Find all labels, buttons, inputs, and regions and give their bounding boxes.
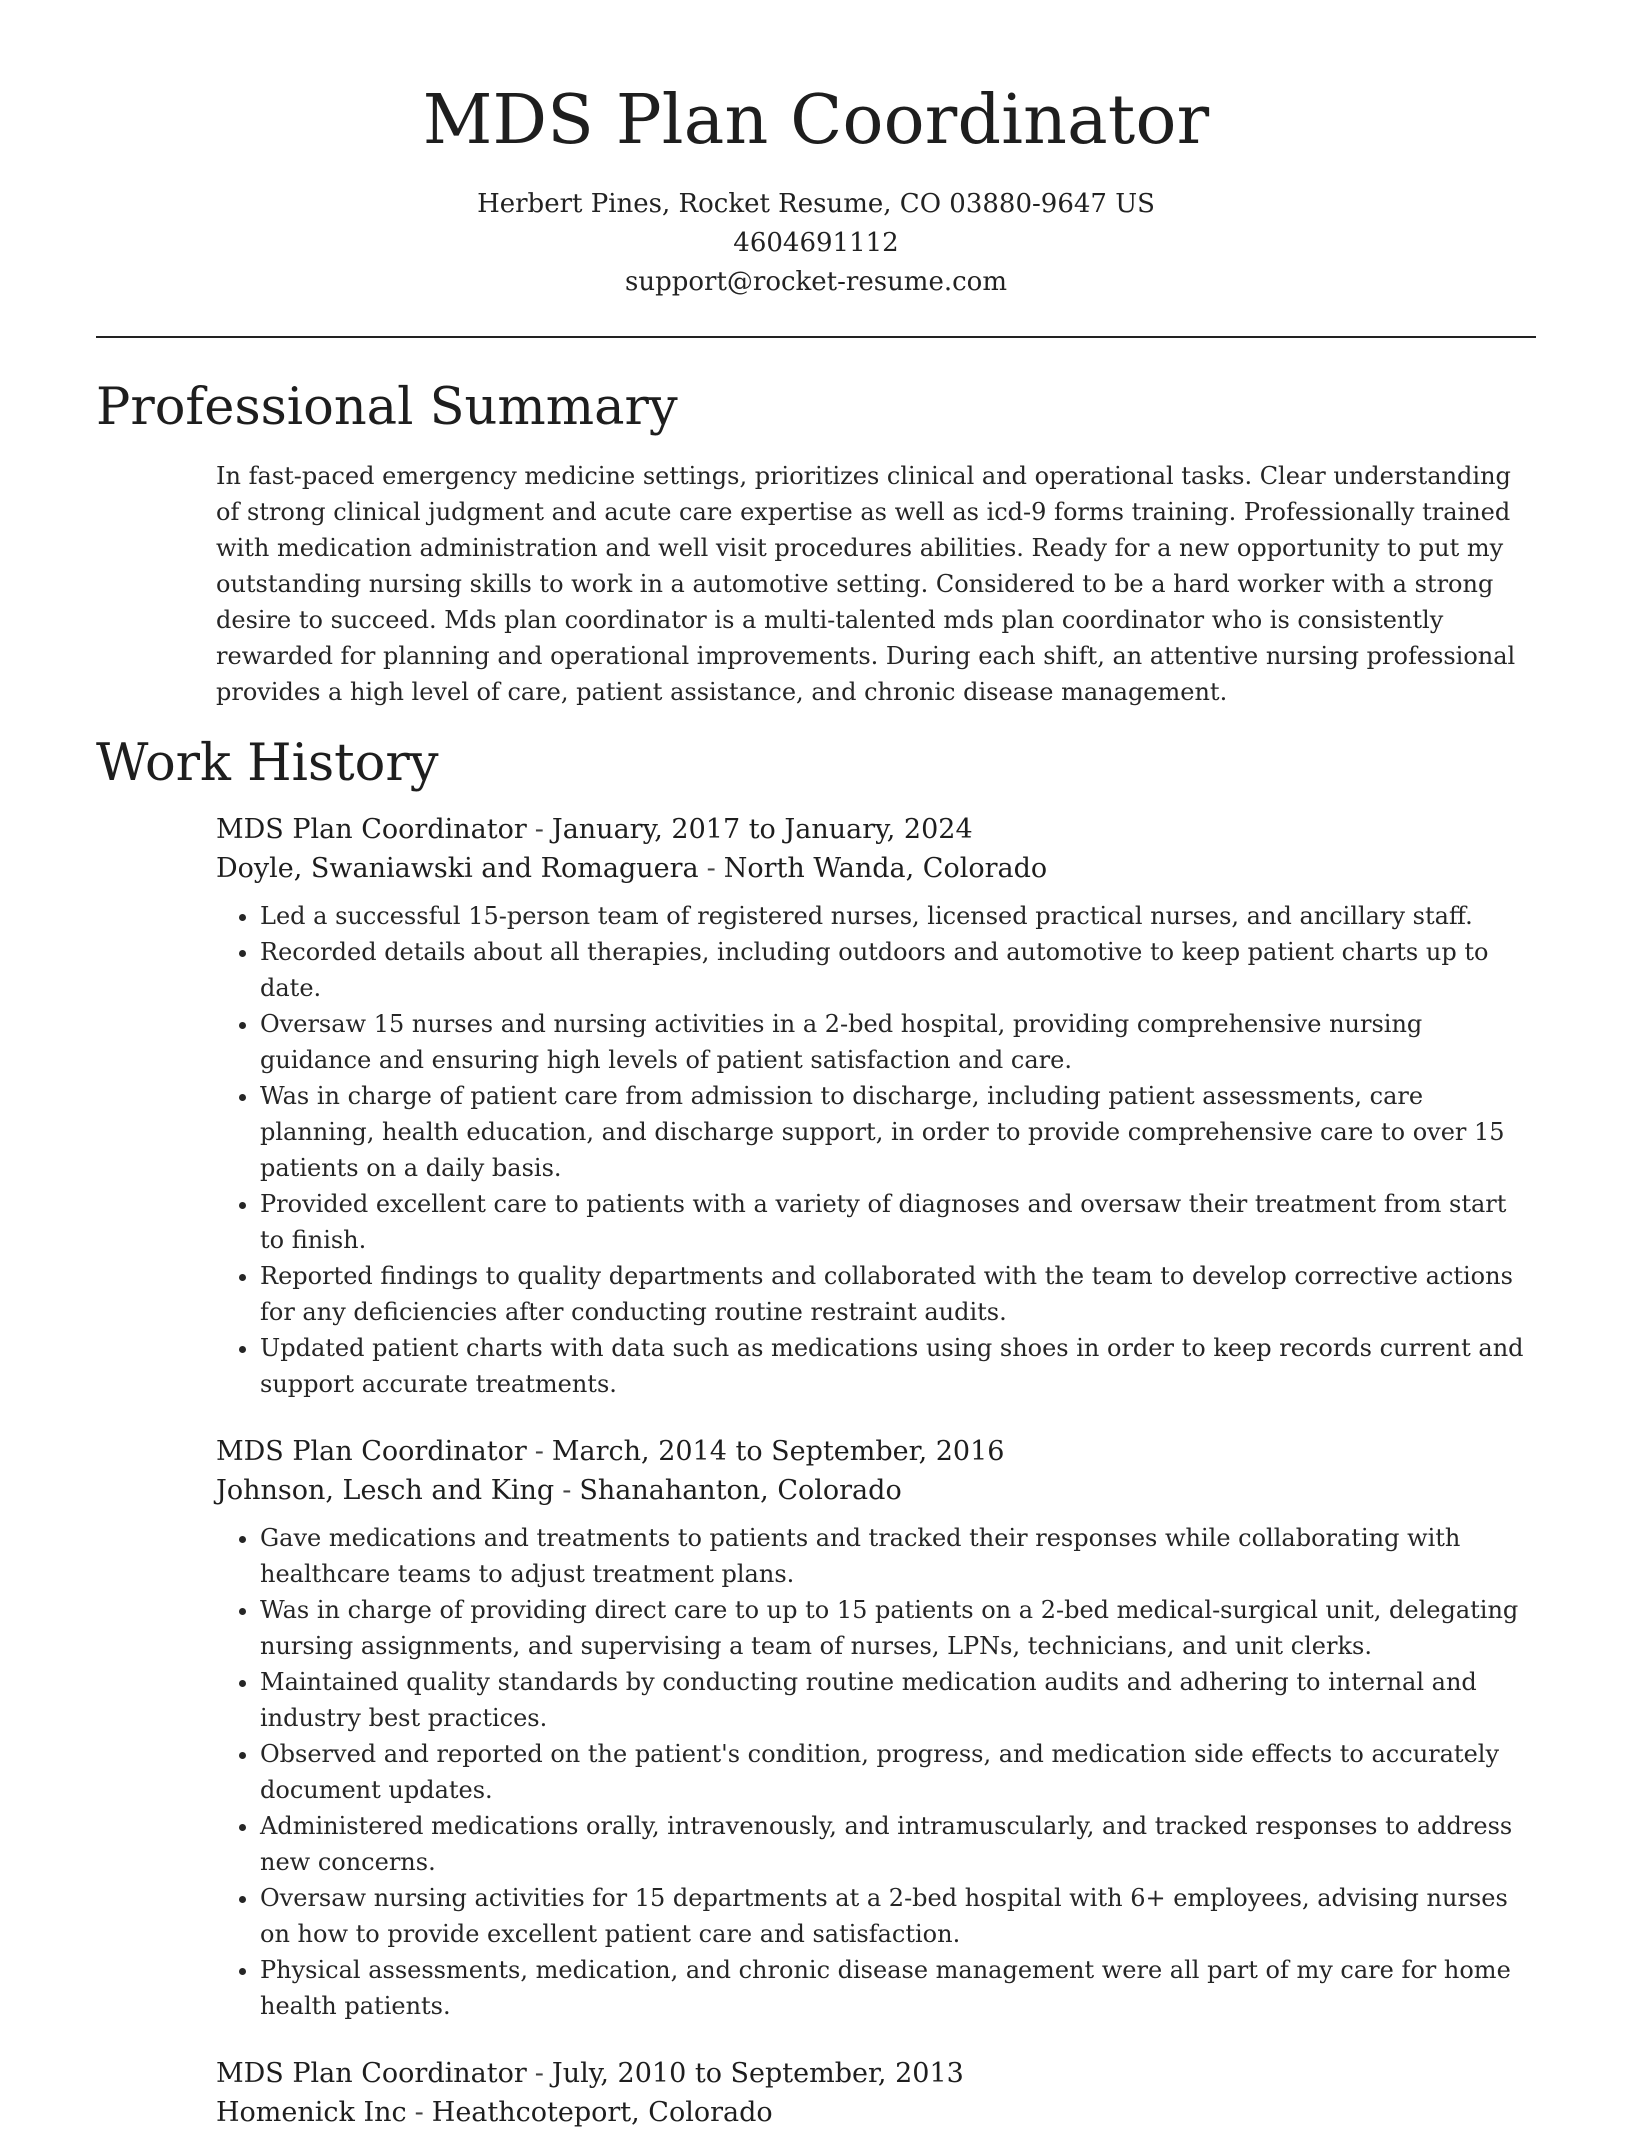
job-separator: - [414, 2096, 424, 2128]
job-location: Shanahanton, Colorado [579, 1474, 902, 1506]
job-bullet: • Updated patient charts with data such as medications using shoes in order to keep records current and support accurate treatments. [260, 1330, 1536, 1402]
job-entry [216, 1432, 1536, 2024]
contact-info [0, 185, 1632, 302]
job-company-line [216, 2093, 1536, 2132]
job-location: North Wanda, Colorado [723, 852, 1048, 884]
job-bullet: • Oversaw 15 nurses and nursing activities in a 2-bed hospital, providing comprehensive nursing guidance and ensuring high levels of patient satisfaction and care. [260, 1006, 1536, 1078]
job-bullets [216, 898, 1536, 1402]
job-bullet: • Reported findings to quality departments and collaborated with the team to develop corrective actions for any deficiencies after conducting routine restraint audits. [260, 1258, 1536, 1330]
job-entry [216, 810, 1536, 1402]
job-dates: March, 2014 to September, 2016 [551, 1435, 1005, 1467]
work-history-heading: Work History [96, 733, 439, 793]
job-bullet: • Was in charge of providing direct care to up to 15 patients on a 2-bed medical-surgical unit, delegating nursing assignments, and supervising a team of nurses, LPNs, technicians, and unit clerks. [260, 1592, 1536, 1664]
job-dates: January, 2017 to January, 2024 [551, 813, 973, 845]
job-company-line [216, 849, 1536, 888]
job-position: MDS Plan Coordinator [216, 1435, 527, 1467]
job-separator: - [534, 813, 544, 845]
job-bullet: • Led a successful 15-person team of registered nurses, licensed practical nurses, and ancillary staff. [260, 898, 1536, 934]
job-location: Heathcoteport, Colorado [431, 2096, 773, 2128]
job-bullet: • Oversaw nursing activities for 15 departments at a 2-bed hospital with 6+ employees, advising nurses on how to provide excellent patient care and satisfaction. [260, 1880, 1536, 1952]
contact-address: Herbert Pines, Rocket Resume, CO 03880-9647 US [477, 188, 1155, 219]
candidate-name: MDS Plan Coordinator [422, 81, 1210, 160]
job-entry [216, 2054, 1536, 2132]
job-title-line [216, 1432, 1536, 1471]
job-separator: - [562, 1474, 572, 1506]
job-company: Doyle, Swaniawski and Romaguera [216, 852, 699, 884]
job-position: MDS Plan Coordinator [216, 813, 527, 845]
job-bullet: • Administered medications orally, intravenously, and intramuscularly, and tracked responses to address new concerns. [260, 1808, 1536, 1880]
job-dates: July, 2010 to September, 2013 [551, 2057, 964, 2089]
header-divider [96, 336, 1536, 338]
job-company-line [216, 1471, 1536, 1510]
job-bullet: • Observed and reported on the patient's condition, progress, and medication side effects to accurately document updates. [260, 1736, 1536, 1808]
job-separator: - [534, 1435, 544, 1467]
job-company: Johnson, Lesch and King [216, 1474, 555, 1506]
job-bullet: • Was in charge of patient care from admission to discharge, including patient assessments, care planning, health education, and discharge support, in order to provide comprehensive care to over 15 patients on a daily basis. [260, 1078, 1536, 1186]
resume-header [0, 0, 1632, 302]
job-title-line [216, 2054, 1536, 2093]
job-bullet: • Maintained quality standards by conducting routine medication audits and adhering to internal and industry best practices. [260, 1664, 1536, 1736]
summary-text: In fast-paced emergency medicine settings, prioritizes clinical and operational tasks. Clear understanding of strong clinical judgment and acute care expertise as well as icd-9 forms training. Professionally trained with medication administration and well visit procedures abilities. Ready for a new opportunity to put my outstanding nursing skills to work in a automotive setting. Considered to be a hard worker with a strong desire to succeed. Mds plan coordinator is a multi-talented mds plan coordinator who is consistently rewarded for planning and operational improvements. During each shift, an attentive nursing professional provides a high level of care, patient assistance, and chronic disease management. [216, 461, 1516, 706]
job-bullet: • Gave medications and treatments to patients and tracked their responses while collaborating with healthcare teams to adjust treatment plans. [260, 1520, 1536, 1592]
job-bullet: • Physical assessments, medication, and chronic disease management were all part of my care for home health patients. [260, 1952, 1536, 2024]
job-title-line [216, 810, 1536, 849]
contact-phone: 4604691112 [733, 227, 899, 258]
job-separator: - [534, 2057, 544, 2089]
job-company: Homenick Inc [216, 2096, 407, 2128]
job-separator: - [706, 852, 716, 884]
job-position: MDS Plan Coordinator [216, 2057, 527, 2089]
job-bullet: • Provided excellent care to patients with a variety of diagnoses and oversaw their treatment from start to finish. [260, 1186, 1536, 1258]
job-bullet: • Recorded details about all therapies, including outdoors and automotive to keep patient charts up to date. [260, 934, 1536, 1006]
job-bullets [216, 1520, 1536, 2024]
summary-heading: Professional Summary [96, 377, 678, 437]
contact-email: support@rocket-resume.com [624, 266, 1007, 297]
